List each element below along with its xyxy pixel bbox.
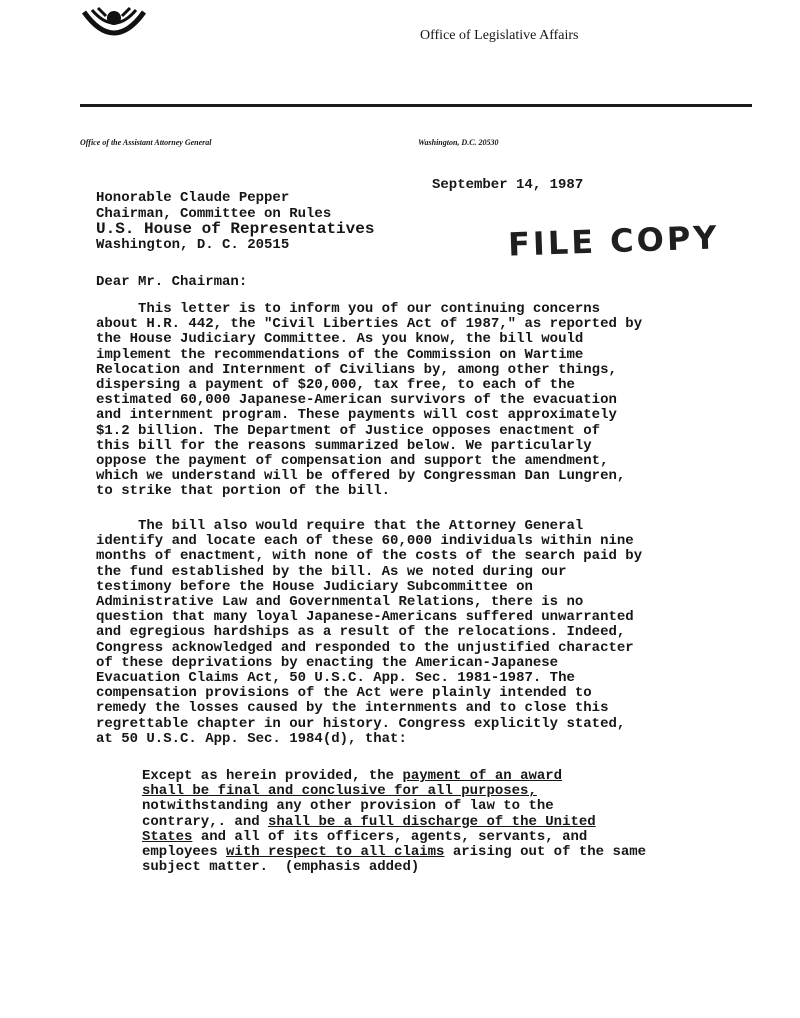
- quote-emphasis: payment of an award: [402, 768, 563, 784]
- text-line: Relocation and Internment of Civilians by, among other things,: [96, 361, 617, 378]
- letter-date: September 14, 1987: [432, 177, 584, 193]
- department-seal-logo: [80, 6, 148, 46]
- quote-text: employees: [142, 844, 227, 861]
- quote-text: subject matter. (emphasis added): [142, 859, 420, 876]
- text-line: Evacuation Claims Act, 50 U.S.C. App. Sec. 1981-1987. The: [96, 670, 575, 687]
- quote-text: arising out of the same: [444, 844, 647, 861]
- salutation: Dear Mr. Chairman:: [96, 274, 248, 290]
- text-line: testimony before the House Judiciary Subcommittee on: [96, 578, 533, 595]
- text-line: about H.R. 442, the "Civil Liberties Act of 1987," as reported by: [96, 316, 643, 333]
- text-line: oppose the payment of compensation and support the amendment,: [96, 453, 609, 470]
- recipient-line: Washington, D. C. 20515: [96, 236, 290, 253]
- paragraph-2: [96, 519, 642, 747]
- text-line: and egregious hardships as a result of the relocations. Indeed,: [96, 624, 626, 641]
- recipient-line: Honorable Claude Pepper: [96, 190, 290, 206]
- quote-line: [142, 769, 646, 784]
- file-copy-stamp: FILE COPY: [507, 218, 721, 264]
- quote-text: notwithstanding any other provision of law to the: [142, 798, 554, 815]
- text-line: This letter is to inform you of our continuing concerns: [96, 301, 601, 317]
- quote-line: [142, 815, 646, 830]
- text-line: which we understand will be offered by Congressman Dan Lungren,: [96, 468, 626, 485]
- text-line: of these deprivations by enacting the American-Japanese: [96, 654, 559, 671]
- text-line: to strike that portion of the bill.: [96, 483, 391, 500]
- text-line: The bill also would require that the Attorney General: [96, 518, 584, 534]
- text-line: the House Judiciary Committee. As you know, the bill would: [96, 331, 584, 348]
- text-line: compensation provisions of the Act were plainly intended to: [96, 685, 592, 702]
- quote-text: Except as herein provided, the: [142, 768, 403, 784]
- text-line: and internment program. These payments will cost approximately: [96, 407, 617, 424]
- quote-line: [142, 845, 646, 860]
- text-line: remedy the losses caused by the internments and to close this: [96, 700, 609, 717]
- office-heading: Office of Legislative Affairs: [420, 28, 579, 43]
- recipient-line: U.S. House of Representatives: [96, 220, 375, 239]
- block-quote: [142, 769, 646, 875]
- quote-text: and all of its officers, agents, servants, and: [192, 828, 588, 845]
- text-line: the fund established by the bill. As we noted during our: [96, 563, 567, 580]
- quote-line: [142, 784, 646, 799]
- quote-emphasis: shall be a full discharge of the United: [268, 813, 596, 830]
- text-line: Congress acknowledged and responded to the unjustified character: [96, 639, 634, 656]
- text-line: estimated 60,000 Japanese-American survivors of the evacuation: [96, 392, 617, 409]
- sender-office: Office of the Assistant Attorney General: [80, 138, 212, 147]
- text-line: identify and locate each of these 60,000 individuals within nine: [96, 533, 634, 550]
- letterhead-rule: [80, 104, 752, 107]
- text-line: $1.2 billion. The Department of Justice opposes enactment of: [96, 422, 601, 439]
- text-line: question that many loyal Japanese-Americans suffered unwarranted: [96, 609, 634, 626]
- text-line: Administrative Law and Governmental Relations, there is no: [96, 594, 584, 611]
- quote-line: [142, 799, 646, 814]
- recipient-line: Chairman, Committee on Rules: [96, 205, 332, 222]
- recipient-address: [96, 191, 374, 253]
- text-line: regrettable chapter in our history. Congress explicitly stated,: [96, 715, 626, 732]
- sender-location: Washington, D.C. 20530: [418, 138, 499, 147]
- quote-emphasis: with respect to all claims: [226, 844, 445, 861]
- text-line: months of enactment, with none of the costs of the search paid by: [96, 548, 643, 565]
- quote-line: [142, 830, 646, 845]
- text-line: implement the recommendations of the Commission on Wartime: [96, 346, 584, 363]
- paragraph-1: [96, 302, 642, 500]
- text-line: at 50 U.S.C. App. Sec. 1984(d), that:: [96, 730, 407, 747]
- quote-text: contrary,. and: [142, 813, 269, 830]
- text-line: this bill for the reasons summarized below. We particularly: [96, 437, 592, 454]
- quote-emphasis: States: [142, 828, 193, 845]
- quote-line: [142, 860, 646, 875]
- quote-emphasis: shall be final and conclusive for all purposes,: [142, 783, 537, 800]
- text-line: dispersing a payment of $20,000, tax free, to each of the: [96, 377, 575, 394]
